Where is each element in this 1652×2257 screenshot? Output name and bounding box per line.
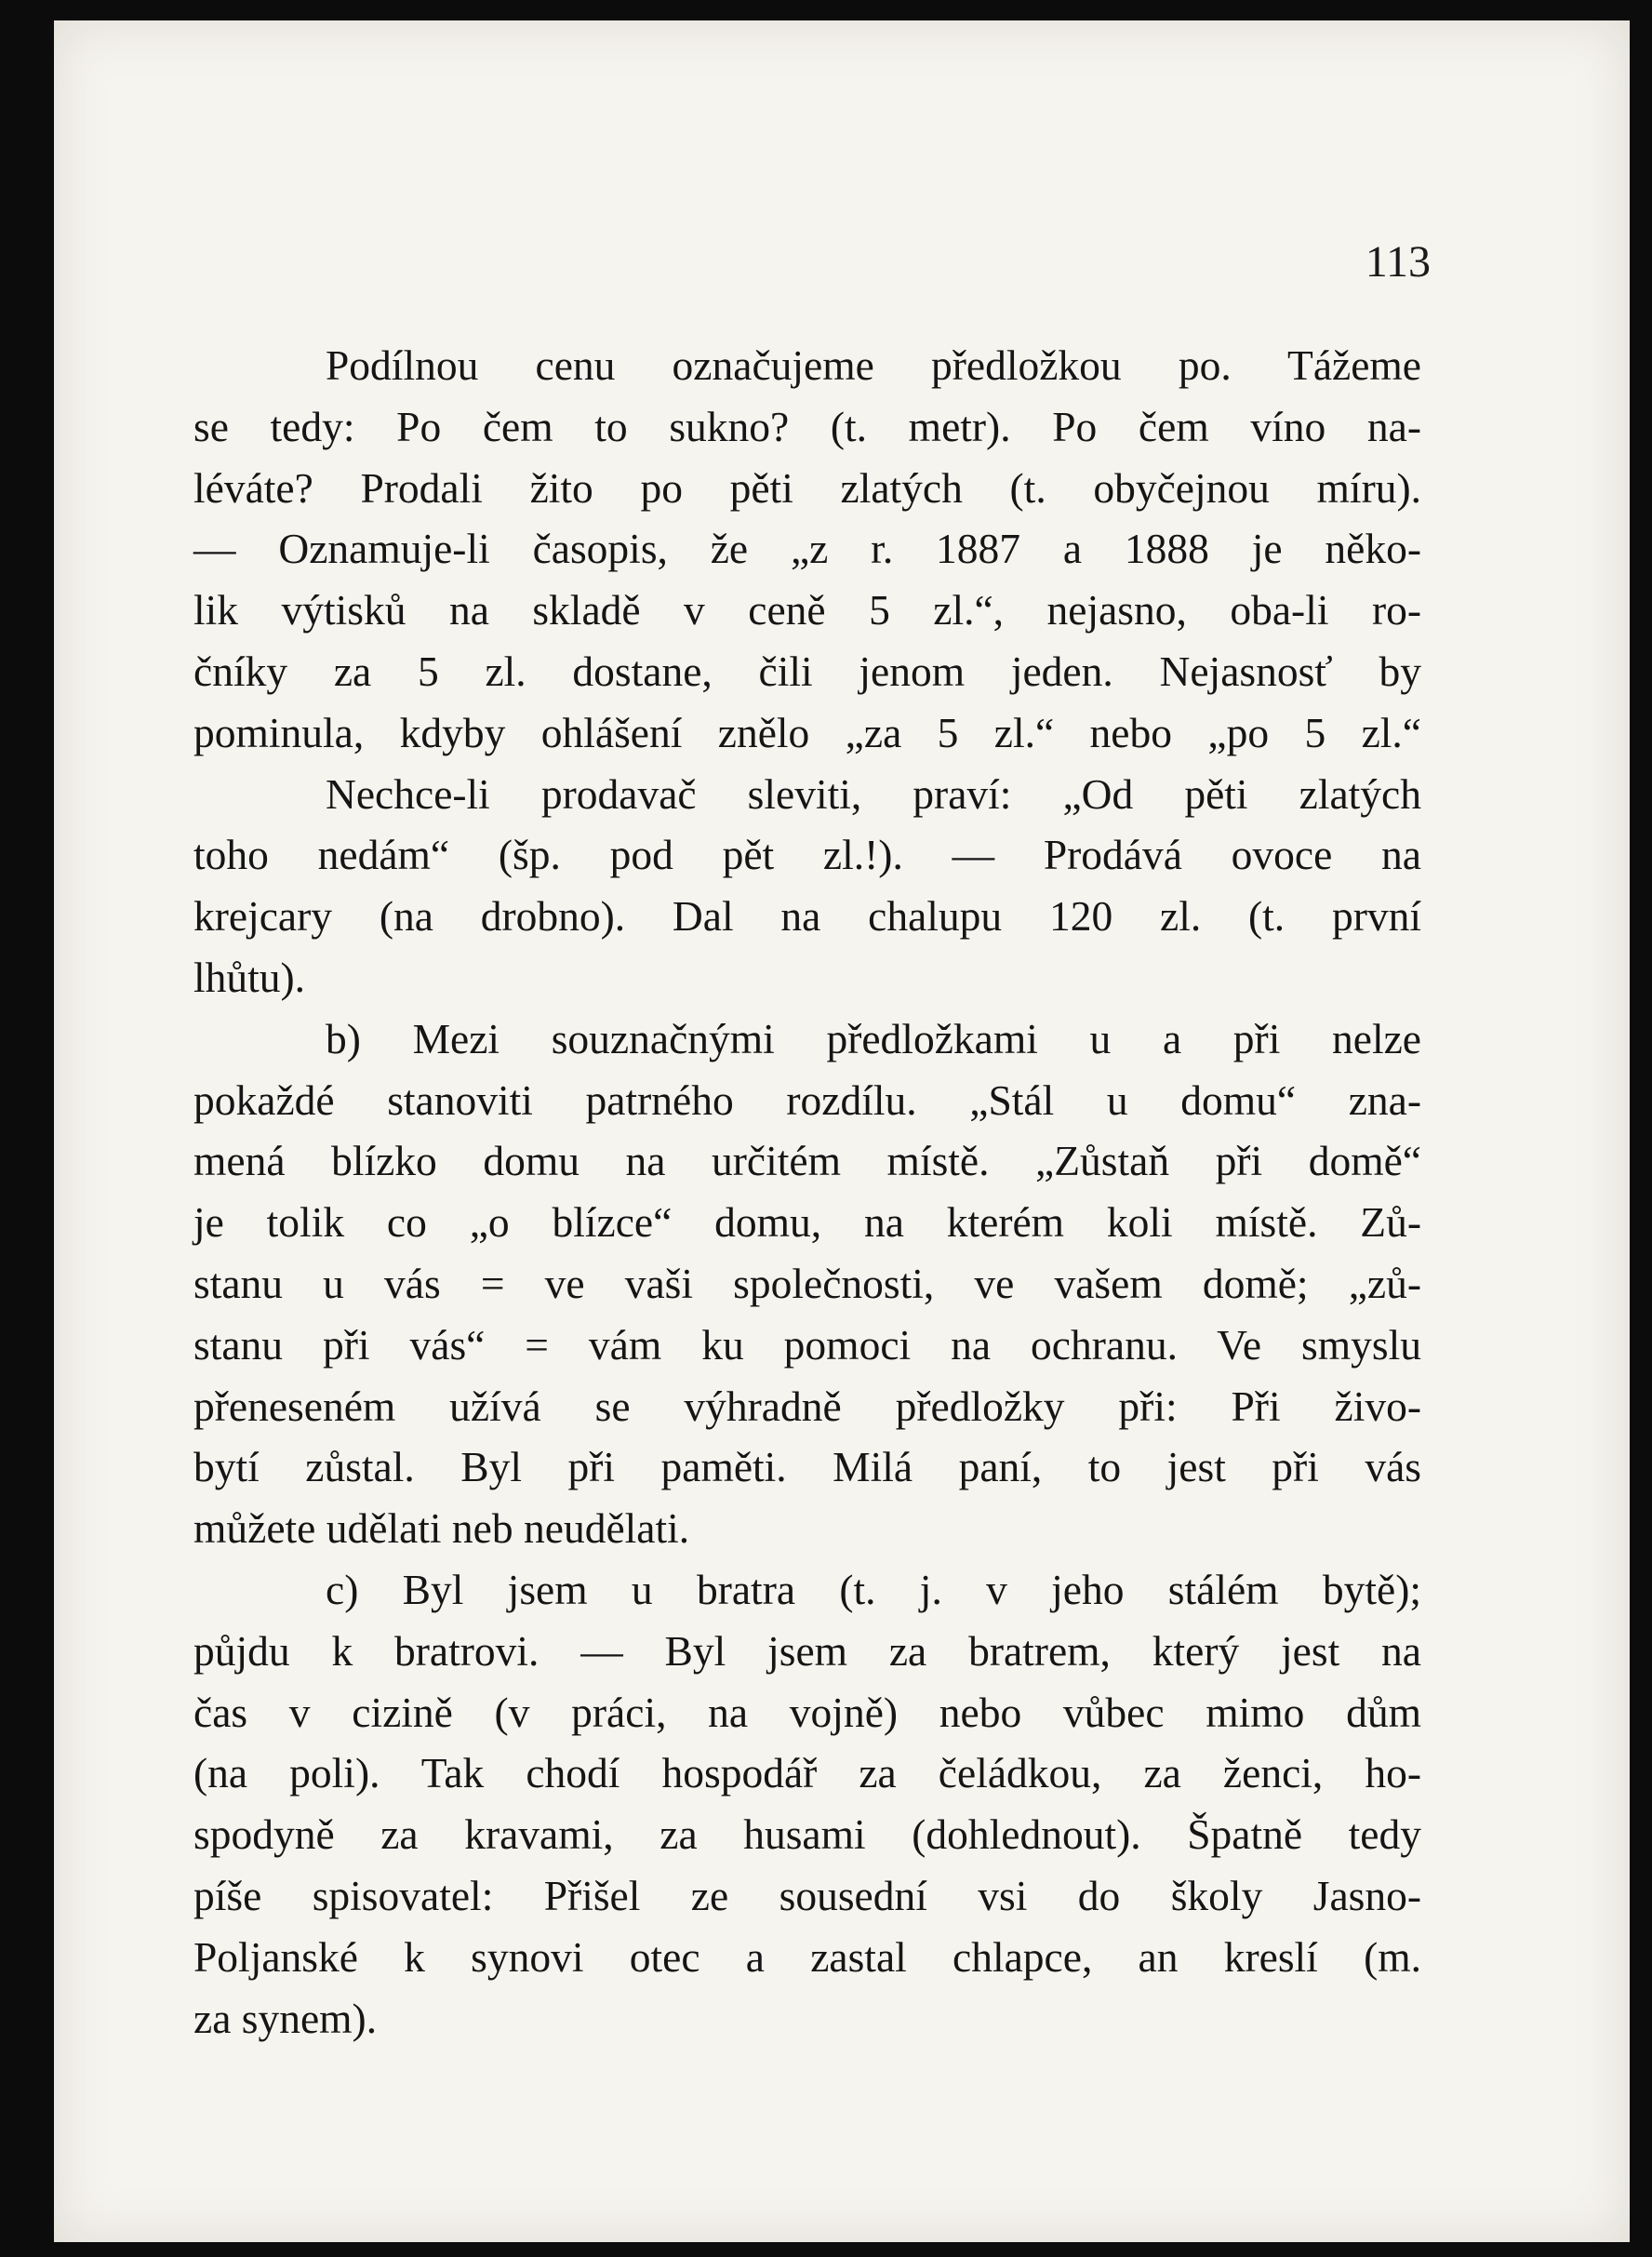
text-line: bytí zůstal. Byl při paměti. Milá paní, to jest při vás bbox=[193, 1443, 1421, 1491]
text-line: toho nedám“ (šp. pod pět zl.!). — Prodává ovoce na bbox=[193, 831, 1421, 879]
text-line: čas v cizině (v práci, na vojně) nebo vůbec mimo dům bbox=[193, 1688, 1421, 1736]
text-line: čníky za 5 zl. dostane, čili jenom jeden. Nejasnosť by bbox=[193, 647, 1421, 695]
text-line: stanu při vás“ = vám ku pomoci na ochranu. Ve smyslu bbox=[193, 1320, 1421, 1369]
text-line: můžete udělati neb neudělati. bbox=[193, 1504, 690, 1553]
text-line: spodyně za kravami, za husami (dohlednout). Špatně tedy bbox=[193, 1810, 1421, 1859]
text-line: je tolik co „o blízce“ domu, na kterém koli místě. Zů- bbox=[193, 1198, 1421, 1247]
text-line: stanu u vás = ve vaši společnosti, ve vašem domě; „zů- bbox=[193, 1259, 1421, 1307]
page-number: 113 bbox=[1365, 237, 1431, 287]
text-line: Podílnou cenu označujeme předložkou po. Tážeme bbox=[326, 341, 1421, 389]
text-line: lik výtisků na skladě v ceně 5 zl.“, nejasno, oba-li ro- bbox=[193, 586, 1421, 634]
text-line: píše spisovatel: Přišel ze sousední vsi do školy Jasno- bbox=[193, 1871, 1421, 1919]
text-line: (na poli). Tak chodí hospodář za čeládkou, za ženci, ho- bbox=[193, 1749, 1421, 1797]
text-line: — Oznamuje-li časopis, že „z r. 1887 a 1888 je něko- bbox=[193, 525, 1421, 573]
text-line: b) Mezi souznačnými předložkami u a při nelze bbox=[326, 1014, 1421, 1062]
text-line: pokaždé stanoviti patrného rozdílu. „Stál u domu“ zna- bbox=[193, 1075, 1421, 1124]
text-line: pominula, kdyby ohlášení znělo „za 5 zl.“ nebo „po 5 zl.“ bbox=[193, 708, 1421, 756]
book-page bbox=[54, 20, 1630, 2242]
text-line: mená blízko domu na určitém místě. „Zůstaň při domě“ bbox=[193, 1137, 1421, 1185]
text-line: půjdu k bratrovi. — Byl jsem za bratrem, který jest na bbox=[193, 1626, 1421, 1675]
text-line: c) Byl jsem u bratra (t. j. v jeho stálém bytě); bbox=[326, 1565, 1421, 1613]
text-line: léváte? Prodali žito po pěti zlatých (t. obyčejnou míru). bbox=[193, 463, 1421, 512]
text-line: se tedy: Po čem to sukno? (t. metr). Po čem víno na- bbox=[193, 402, 1421, 450]
text-line: za synem). bbox=[193, 1994, 378, 2042]
body-text bbox=[193, 335, 1421, 2049]
text-line: Poljanské k synovi otec a zastal chlapce, an kreslí (m. bbox=[193, 1932, 1421, 1981]
text-line: lhůtu). bbox=[193, 953, 306, 1001]
text-line: krejcary (na drobno). Dal na chalupu 120 zl. (t. první bbox=[193, 892, 1421, 941]
text-line: Nechce-li prodavač sleviti, praví: „Od pěti zlatých bbox=[326, 769, 1421, 818]
text-line: přeneseném užívá se výhradně předložky při: Při živo- bbox=[193, 1382, 1421, 1430]
